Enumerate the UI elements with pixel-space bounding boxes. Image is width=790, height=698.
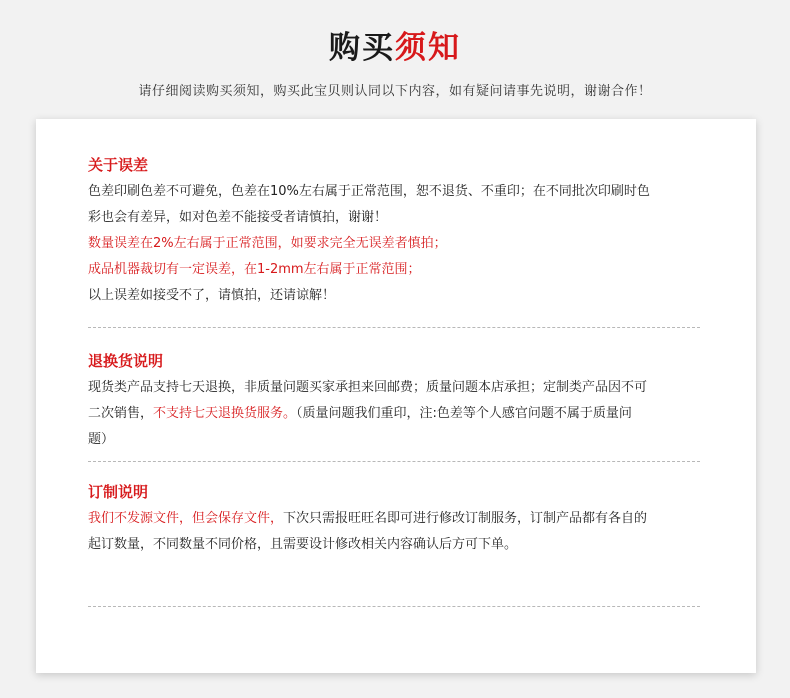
section-text: 下次只需报旺旺名即可进行修改订制服务，订制产品都有各自的	[283, 511, 648, 526]
section-line: 现货类产品支持七天退换，非质量问题买家承担来回邮费；质量问题本店承担；定制类产品因不可	[88, 380, 648, 395]
section-line: 起订数量，不同数量不同价格，且需要设计修改相关内容确认后方可下单。	[88, 537, 518, 552]
page-title-part2: 须知	[395, 30, 461, 66]
section-line-highlight: 数量误差在2%左右属于正常范围，如要求完全无误差者慎拍；	[88, 236, 447, 251]
section-line: 色差印刷色差不可避免，色差在10%左右属于正常范围，恕不退货、不重印；在不同批次印刷时色	[88, 184, 650, 199]
section-text: 二次销售，	[88, 406, 154, 421]
section-title: 退换货说明	[88, 352, 164, 370]
section-title: 关于误差	[88, 156, 149, 174]
section-line	[88, 401, 700, 427]
section-line: 题）	[88, 432, 115, 447]
page-subtitle: 请仔细阅读购买须知，购买此宝贝则认同以下内容，如有疑问请事先说明，谢谢合作！	[138, 84, 652, 99]
section-text: （质量问题我们重印，注:色差等个人感官问题不属于质量问	[296, 406, 632, 421]
section-text-highlight: 我们不发源文件，但会保存文件，	[88, 511, 284, 526]
dashed-divider	[88, 327, 700, 328]
section-text-highlight: 不支持七天退换货服务。	[153, 406, 297, 421]
section-title: 订制说明	[88, 483, 149, 501]
section-error-tolerance	[88, 155, 700, 309]
section-line: 以上误差如接受不了，请慎拍，还请谅解！	[88, 288, 336, 303]
section-line	[88, 506, 700, 532]
notice-card	[36, 119, 756, 673]
dashed-divider	[88, 606, 700, 607]
page-title-part1: 购买	[329, 30, 395, 66]
section-custom-order	[88, 482, 700, 558]
section-line-highlight: 成品机器裁切有一定误差，在1-2mm左右属于正常范围；	[88, 262, 421, 277]
dashed-divider	[88, 461, 700, 462]
section-line: 彩也会有差异，如对色差不能接受者请慎拍，谢谢！	[88, 210, 388, 225]
section-return-policy	[88, 351, 700, 453]
page-title	[0, 28, 790, 68]
